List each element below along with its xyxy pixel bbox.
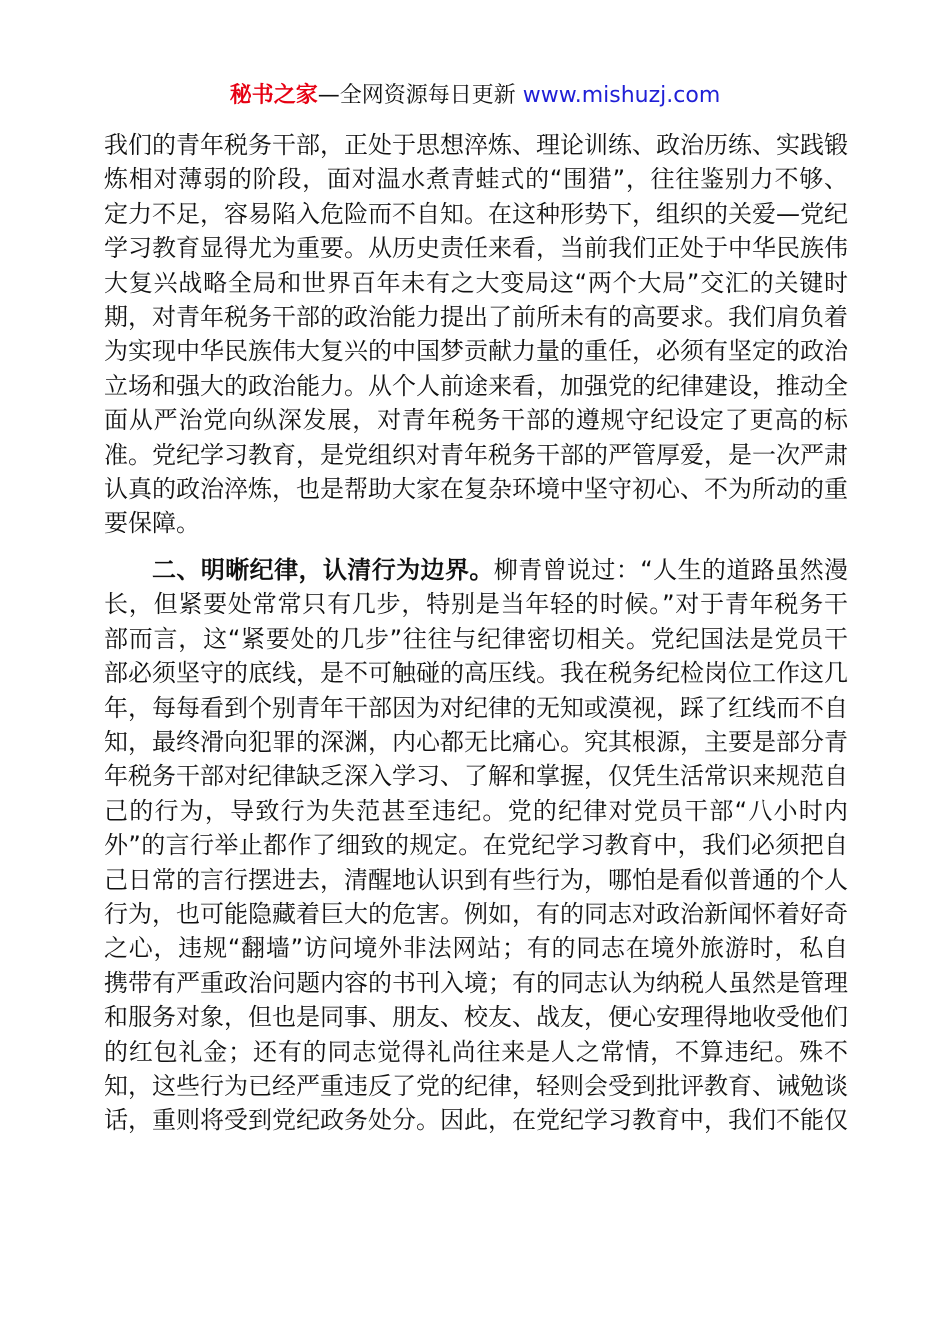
paragraph-2 (104, 553, 848, 1138)
paragraph-1 (104, 128, 848, 541)
section-heading: 二、明晰纪律，认清行为边界。 (152, 555, 494, 584)
brand-name: 秘书之家 (229, 83, 318, 108)
paragraph-2-text: 柳青曾说过：“人生的道路虽然漫长，但紧要处常常只有几步，特别是当年轻的时候。”对于青年税务干部而言，这“紧要处的几步”往往与纪律密切相关。党纪国法是党员干部必须坚守的底线，是不可触碰的高压线。我在税务纪检岗位工作这几年，每每看到个别青年干部因为对纪律的无知或漠视，踩了红线而不自知，最终滑向犯罪的深渊，内心都无比痛心。究其根源，主要是部分青年税务干部对纪律缺乏深入学习、了解和掌握，仅凭生活常识来规范自己的行为，导致行为失范甚至违纪。党的纪律对党员干部“八小时内外”的言行举止都作了细致的规定。在党纪学习教育中，我们必须把自己日常的言行摆进去，清醒地认识到有些行为，哪怕是看似普通的个人行为，也可能隐藏着巨大的危害。例如，有的同志对政治新闻怀着好奇之心，违规“翻墙”访问境外非法网站；有的同志在境外旅游时，私自携带有严重政治问题内容的书刊入境；有的同志认为纳税人虽然是管理和服务对象，但也是同事、朋友、校友、战友，便心安理得地收受他们的红包礼金；还有的同志觉得礼尚往来是人之常情，不算违纪。殊不知，这些行为已经严重违反了党的纪律，轻则会受到批评教育、诫勉谈话，重则将受到党纪政务处分。因此，在党纪学习教育中，我们不能仅 (104, 555, 848, 1135)
document-body (104, 128, 848, 1138)
site-url: www.mishuzj.com (522, 83, 721, 108)
paragraph-1-text: 我们的青年税务干部，正处于思想淬炼、理论训练、政治历练、实践锻炼相对薄弱的阶段，面对温水煮青蛙式的“围猎”，往往鉴别力不够、定力不足，容易陷入危险而不自知。在这种形势下，组织的关爱—党纪学习教育显得尤为重要。从历史责任来看，当前我们正处于中华民族伟大复兴战略全局和世界百年未有之大变局这“两个大局”交汇的关键时期，对青年税务干部的政治能力提出了前所未有的高要求。我们肩负着为实现中华民族伟大复兴的中国梦贡献力量的重任，必须有坚定的政治立场和强大的政治能力。从个人前途来看，加强党的纪律建设，推动全面从严治党向纵深发展，对青年税务干部的遵规守纪设定了更高的标准。党纪学习教育，是党组织对青年税务干部的严管厚爱，是一次严肃认真的政治淬炼，也是帮助大家在复杂环境中坚守初心、不为所动的重要保障。 (104, 131, 848, 538)
header-tagline: —全网资源每日更新 (317, 83, 523, 108)
page-header (0, 80, 950, 112)
